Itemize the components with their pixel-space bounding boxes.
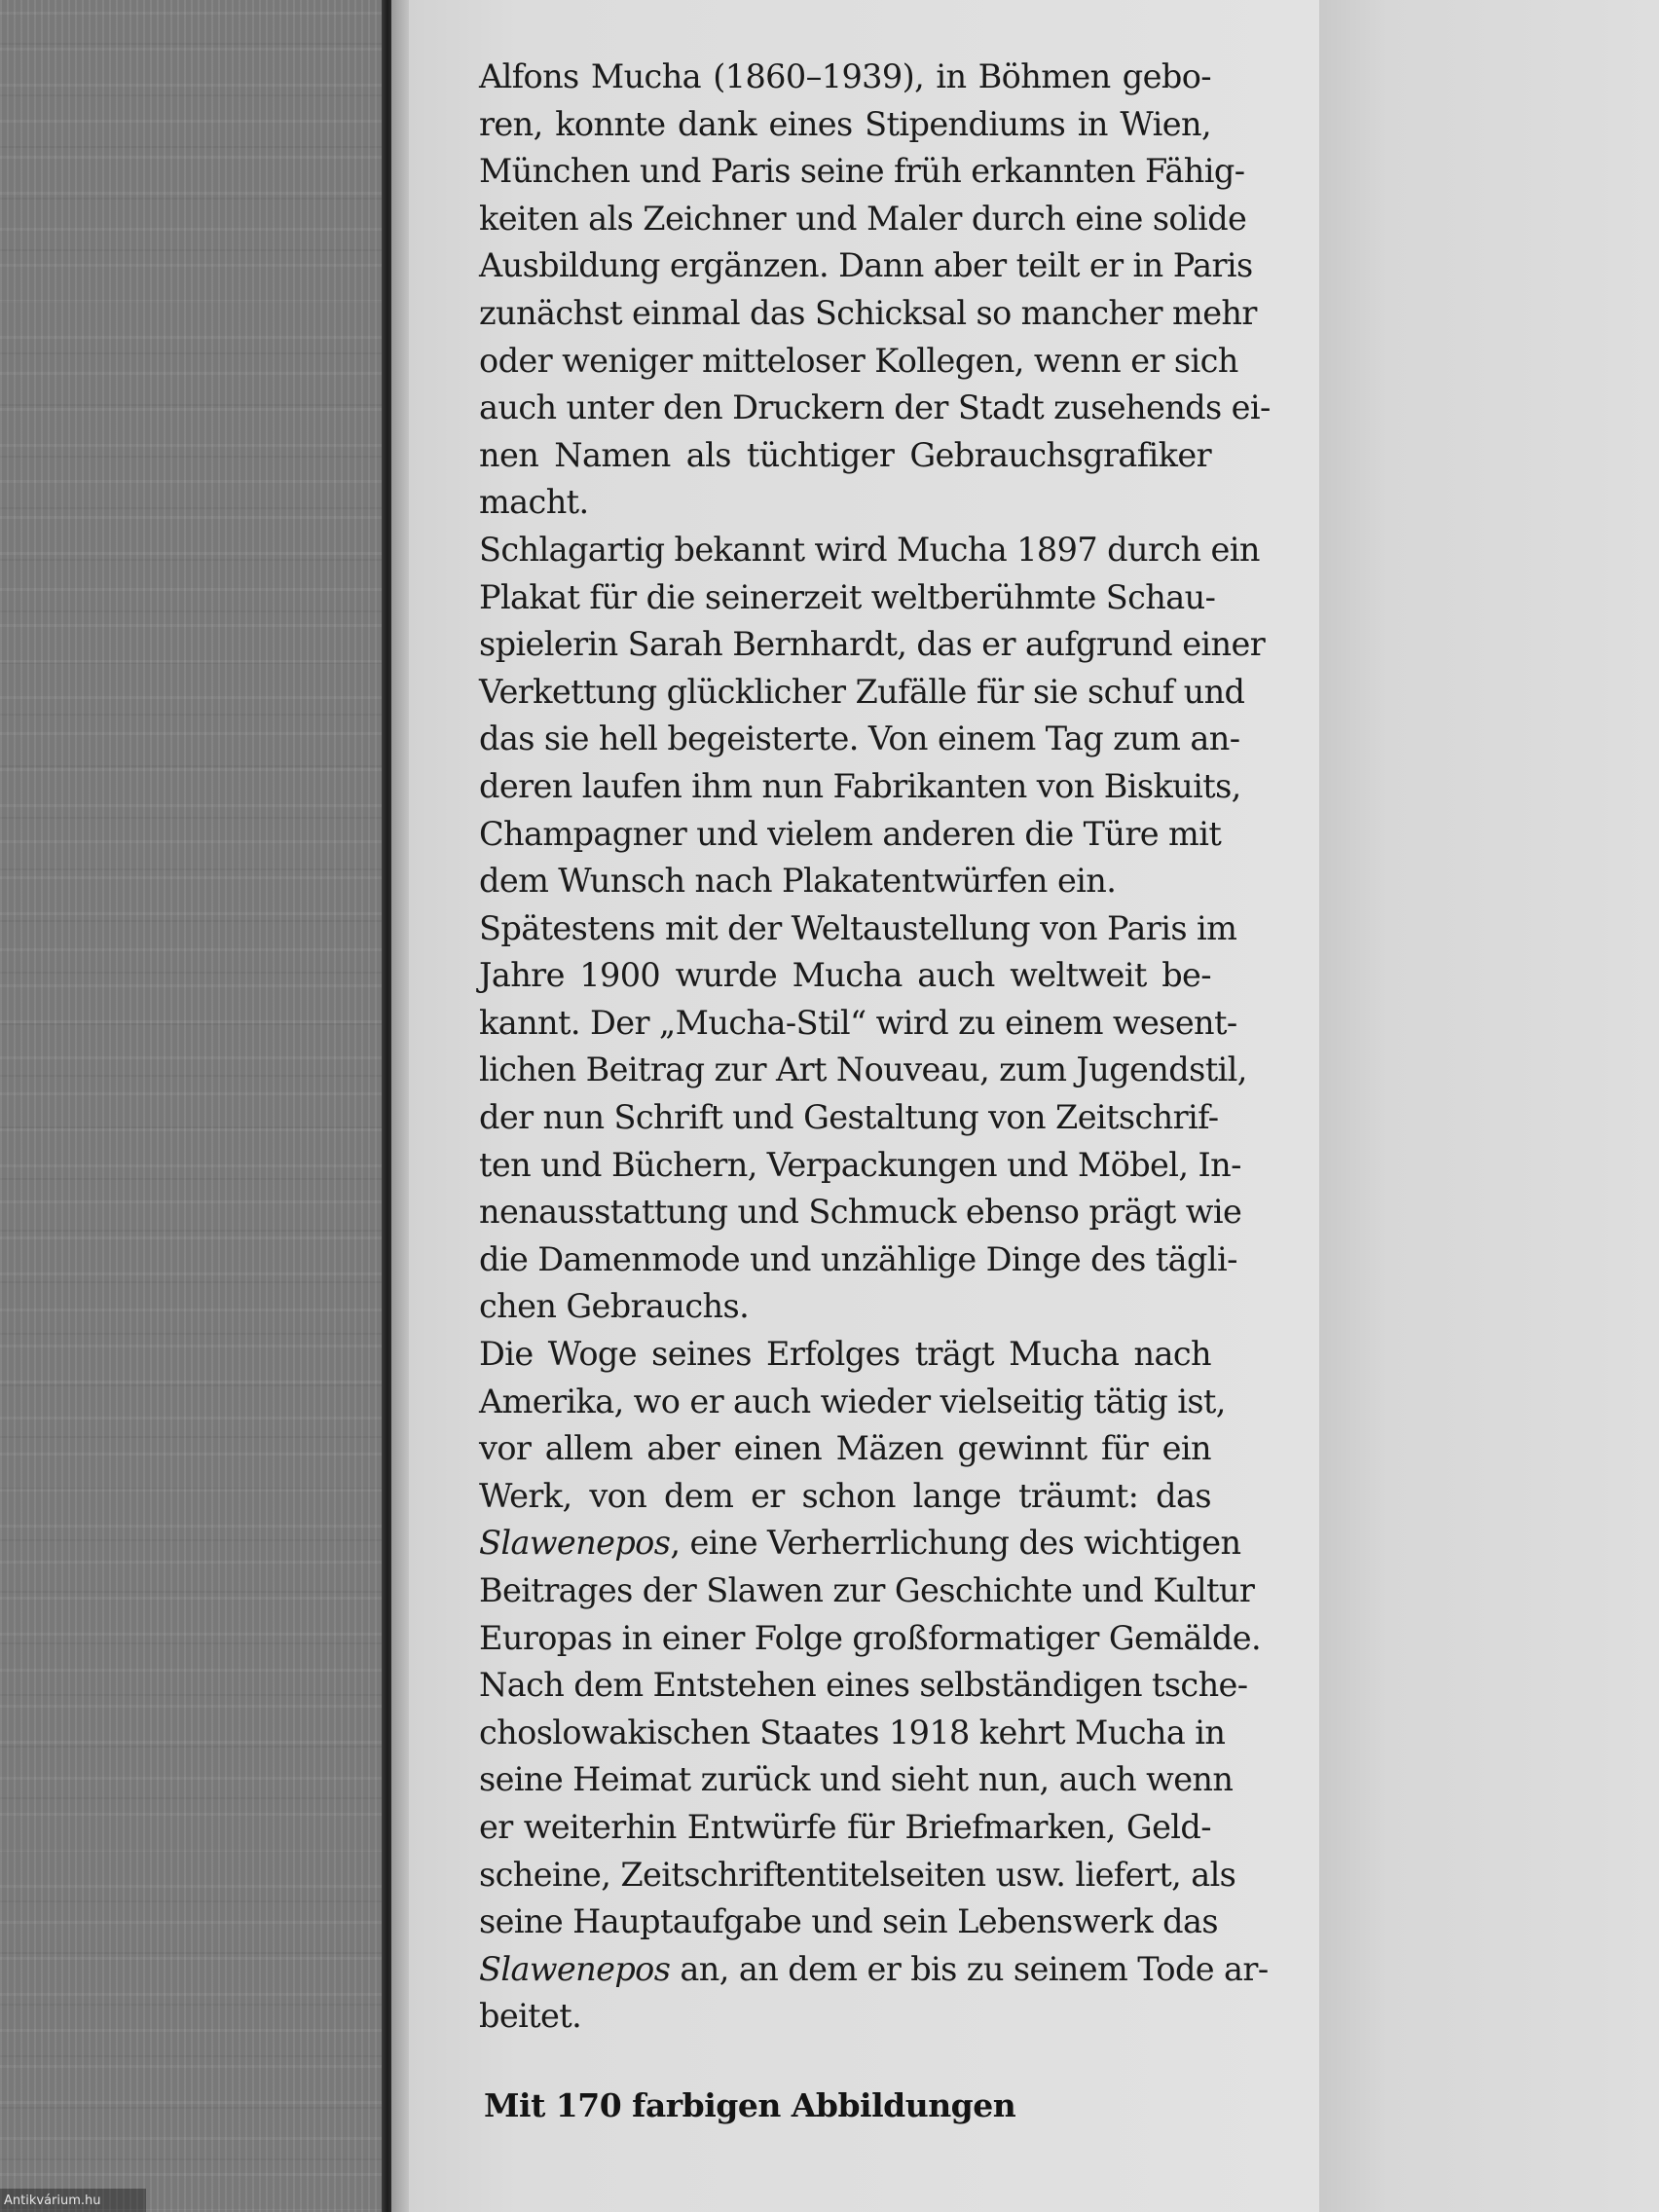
page-margin xyxy=(1319,0,1659,2212)
text-line: oder weniger mitteloser Kollegen, wenn er sich xyxy=(479,341,1238,380)
text-line: Ausbildung ergänzen. Dann aber teilt er in Paris xyxy=(479,246,1253,285)
text-line: chen Gebrauchs. xyxy=(479,1287,750,1326)
text-line: ren, konnte dank eines Stipendiums in Wien, xyxy=(479,104,1211,143)
text-line: nenausstattung und Schmuck ebenso prägt wie xyxy=(479,1193,1242,1232)
text-line: macht. xyxy=(479,483,589,522)
text-line: die Damenmode und unzählige Dinge des tägli- xyxy=(479,1239,1237,1278)
text-line: Slawenepos, eine Verherrlichung des wichtigen xyxy=(479,1524,1241,1563)
text-line: seine Hauptaufgabe und sein Lebenswerk das xyxy=(479,1902,1218,1941)
paragraph xyxy=(479,54,1271,527)
text-line: Europas in einer Folge großformatiger Gemälde. xyxy=(479,1618,1262,1657)
text-line: spielerin Sarah Bernhardt, das er aufgrund einer xyxy=(479,625,1266,664)
text-line: Beitrages der Slawen zur Geschichte und Kultur xyxy=(479,1571,1255,1609)
body-text xyxy=(479,54,1271,2041)
italic-title: Slawenepos xyxy=(479,1524,671,1563)
paragraph xyxy=(479,1331,1269,2041)
book-spine-shadow xyxy=(382,0,391,2212)
paragraph xyxy=(479,527,1266,905)
text-line: Slawenepos an, an dem er bis zu seinem Tode ar- xyxy=(479,1949,1269,1988)
text-line: München und Paris seine früh erkannten Fähig- xyxy=(479,152,1245,191)
text-line: er weiterhin Entwürfe für Briefmarken, Geld- xyxy=(479,1807,1211,1846)
footer-note: Mit 170 farbigen Abbildungen xyxy=(484,2086,1016,2124)
text-line: beitet. xyxy=(479,1997,582,2036)
wood-background xyxy=(0,0,382,2212)
text-line: kannt. Der „Mucha-Stil“ wird zu einem wesent- xyxy=(479,1003,1237,1042)
text-line: ten und Büchern, Verpackungen und Möbel, In- xyxy=(479,1145,1241,1184)
text-line: der nun Schrift und Gestaltung von Zeitschrif- xyxy=(479,1098,1219,1137)
text-line: choslowakischen Staates 1918 kehrt Mucha in xyxy=(479,1713,1226,1751)
text-line: Amerika, wo er auch wieder vielseitig tätig ist, xyxy=(479,1382,1226,1420)
watermark: Antikvárium.hu xyxy=(4,2194,101,2208)
page-edge xyxy=(391,0,409,2212)
text-line: dem Wunsch nach Plakatentwürfen ein. xyxy=(479,862,1117,901)
text-line: scheine, Zeitschriftentitelseiten usw. liefert, als xyxy=(479,1855,1236,1894)
text-line: Werk, von dem er schon lange träumt: das xyxy=(479,1476,1211,1515)
text-line: Jahre 1900 wurde Mucha auch weltweit be- xyxy=(479,956,1211,995)
text-line: lichen Beitrag zur Art Nouveau, zum Jugendstil, xyxy=(479,1051,1247,1089)
text-line: Plakat für die seinerzeit weltberühmte Schau- xyxy=(479,577,1216,616)
text-line: Nach dem Entstehen eines selbständigen tsche- xyxy=(479,1666,1248,1705)
text-line: seine Heimat zurück und sieht nun, auch wenn xyxy=(479,1760,1234,1799)
italic-title: Slawenepos xyxy=(479,1949,671,1988)
text-line: Schlagartig bekannt wird Mucha 1897 durch ein xyxy=(479,530,1260,569)
text-line: das sie hell begeisterte. Von einem Tag zum an- xyxy=(479,719,1240,758)
text-line: Spätestens mit der Weltaustellung von Paris im xyxy=(479,908,1237,947)
text-line: Die Woge seines Erfolges trägt Mucha nach xyxy=(479,1335,1211,1374)
text-line: auch unter den Druckern der Stadt zusehends ei- xyxy=(479,388,1271,427)
text-line: Champagner und vielem anderen die Türe mit xyxy=(479,814,1222,853)
text-line: keiten als Zeichner und Maler durch eine solide xyxy=(479,199,1247,238)
text-line: zunächst einmal das Schicksal so mancher mehr xyxy=(479,293,1257,332)
text-line: nen Namen als tüchtiger Gebrauchsgrafiker xyxy=(479,435,1211,474)
text-line: vor allem aber einen Mäzen gewinnt für ein xyxy=(479,1429,1211,1468)
text-line: deren laufen ihm nun Fabrikanten von Biskuits, xyxy=(479,766,1241,805)
text-line: Verkettung glücklicher Zufälle für sie schuf und xyxy=(479,672,1245,711)
paragraph xyxy=(479,905,1247,1331)
text-line: Alfons Mucha (1860–1939), in Böhmen gebo- xyxy=(479,57,1211,95)
